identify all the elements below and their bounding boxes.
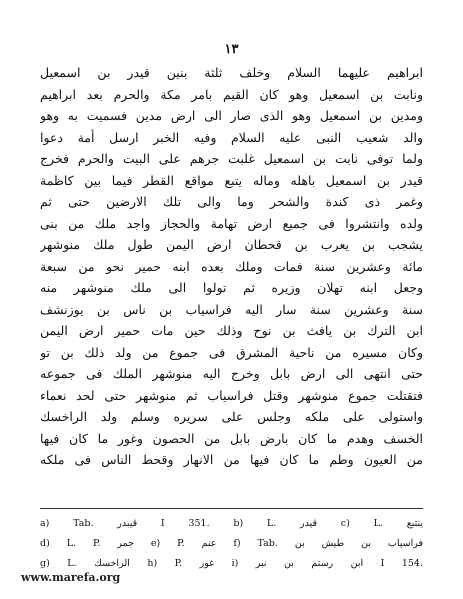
text-line: فتقتلت جموع منوشهر وقتل فراسياب ثم منوشهر حتى لحد نعماء xyxy=(40,387,423,403)
site-watermark: www.marefa.org xyxy=(21,571,121,584)
text-line: الخسف وهدم ما كان بارض بابل من الحصون وغور ما كان فيها xyxy=(40,430,423,446)
footnote-line: g) L. الراخسك h) P. غور i) ابن رستم بن نبر I 154. xyxy=(40,558,423,569)
text-line: واستولى على ملكه وجلس على سريره وسلم ولد الراخسك xyxy=(40,409,423,424)
text-line: من العيون وطم ما كان فيها من الانهار وقحط الناس فى ملكه xyxy=(40,452,423,467)
footnote-line: d) L. P. جمر e) P. عنم f) Tab. فراسياب بن طيش بن xyxy=(40,538,423,549)
text-line: ومدين بن اسمعيل وهو الذى صار الى ارض مدين فسميت به وهو xyxy=(40,108,423,123)
text-line: حتى انتهى الى ارض بابل وخرج اليه منوشهر الملك فى جموعه xyxy=(40,366,423,381)
text-line: سنة وعشرين سنة سار اليه فراسياب بن ناس بن يوزنشف xyxy=(40,301,423,317)
text-line: ابن الترك بن يافث بن نوح وذلك حين مات حمير ارض اليمن xyxy=(40,323,423,338)
text-line: وغمر ذى كندة والشحر وما والى تلك الارضين حتى ثم xyxy=(40,194,423,209)
text-line: ولده وانتشروا فى جميع ارض تهامة والحجاز واجد ملك من بنى xyxy=(40,215,423,231)
text-line: ولما توفى نابت بن اسمعيل غلبت جرهم على البيت والحرم فخرج xyxy=(40,151,423,166)
text-line: وجعل ابنه تهلان وزيره ثم تولوا الى ملك منوشهر منه xyxy=(40,280,423,295)
text-line: ونابت بن اسمعيل وهو كان القيم بامر مكة والحرم بعد ابراهيم xyxy=(40,86,423,102)
text-line: وكان مسيره من ناحية المشرق فى جموع من ولد ذلك بن تو xyxy=(40,344,423,360)
footnote-divider xyxy=(40,508,423,509)
page-number: ١٣ xyxy=(224,42,239,57)
text-line: مائة وعشرين سنة فمات وملك بعده ابنه حمير نحو من سبعة xyxy=(40,258,423,274)
text-line: يشجب بن يعرب بن قحطان ارض اليمن طول ملك منوشهر xyxy=(40,237,423,252)
text-line: قيدر بن اسمعيل باهله وماله يتبع مواقع القطر فيما بين كاظمة xyxy=(40,172,423,188)
footnote-line: a) Tab. قيبدر I 351. b) L. قيدر c) L. ينتبع xyxy=(40,518,423,529)
text-line: والد شعيب النبى عليه السلام وفيه الخبر ارسل أمة دعوا xyxy=(40,129,423,145)
text-line: ابراهيم عليهما السلام وخلف ثلثة بنين قيدر بن اسمعيل xyxy=(40,65,423,80)
main-text-block xyxy=(40,62,423,471)
footnotes xyxy=(40,514,423,574)
